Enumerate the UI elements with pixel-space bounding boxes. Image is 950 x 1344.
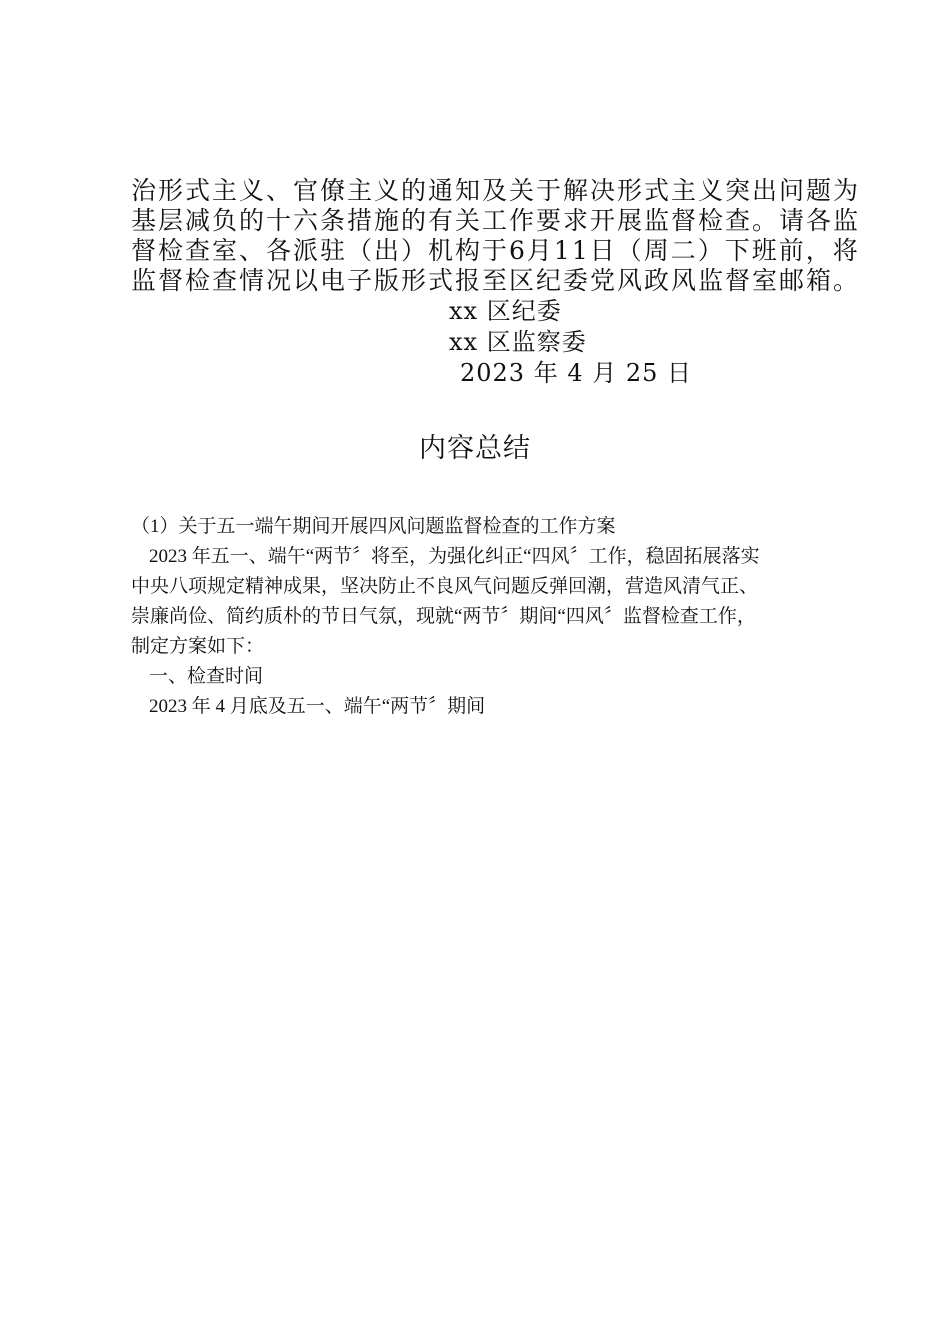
summary-paragraph-line: 2023 年五一、端午“两节〞将至，为强化纠正“四风〞工作，稳固拓展落实 <box>149 546 760 567</box>
summary-body <box>131 512 821 722</box>
section-heading-check-time: 一、检查时间 <box>149 666 264 687</box>
notice-body <box>131 176 861 296</box>
summary-paragraph-line: 中央八项规定精神成果，坚决防止不良风气问题反弹回潮，营造风清气正、 <box>131 576 759 597</box>
summary-paragraph-line: 制定方案如下： <box>131 636 265 657</box>
signature-date: 2023 年 4 月 25 日 <box>460 359 693 387</box>
summary-title: 内容总结 <box>419 433 531 464</box>
notice-line: 基层减负的十六条措施的有关工作要求开展监督检查。请各监 <box>131 206 861 235</box>
signature-org-discipline: xx 区纪委 <box>449 297 562 325</box>
summary-heading: （1）关于五一端午期间开展四风问题监督检查的工作方案 <box>131 516 616 537</box>
signature-org-supervision: xx 区监察委 <box>449 328 587 356</box>
check-time-value: 2023 年 4 月底及五一、端午“两节〞期间 <box>149 696 486 717</box>
summary-paragraph-line: 崇廉尚俭、简约质朴的节日气氛，现就“两节〞期间“四风〞监督检查工作， <box>131 606 756 627</box>
notice-line: 监督检查情况以电子版形式报至区纪委党风政风监督室邮箱。 <box>131 266 861 295</box>
notice-line: 治形式主义、官僚主义的通知及关于解决形式主义突出问题为 <box>131 176 861 205</box>
notice-line: 督检查室、各派驻（出）机构于6月11日（周二）下班前，将 <box>131 236 860 265</box>
